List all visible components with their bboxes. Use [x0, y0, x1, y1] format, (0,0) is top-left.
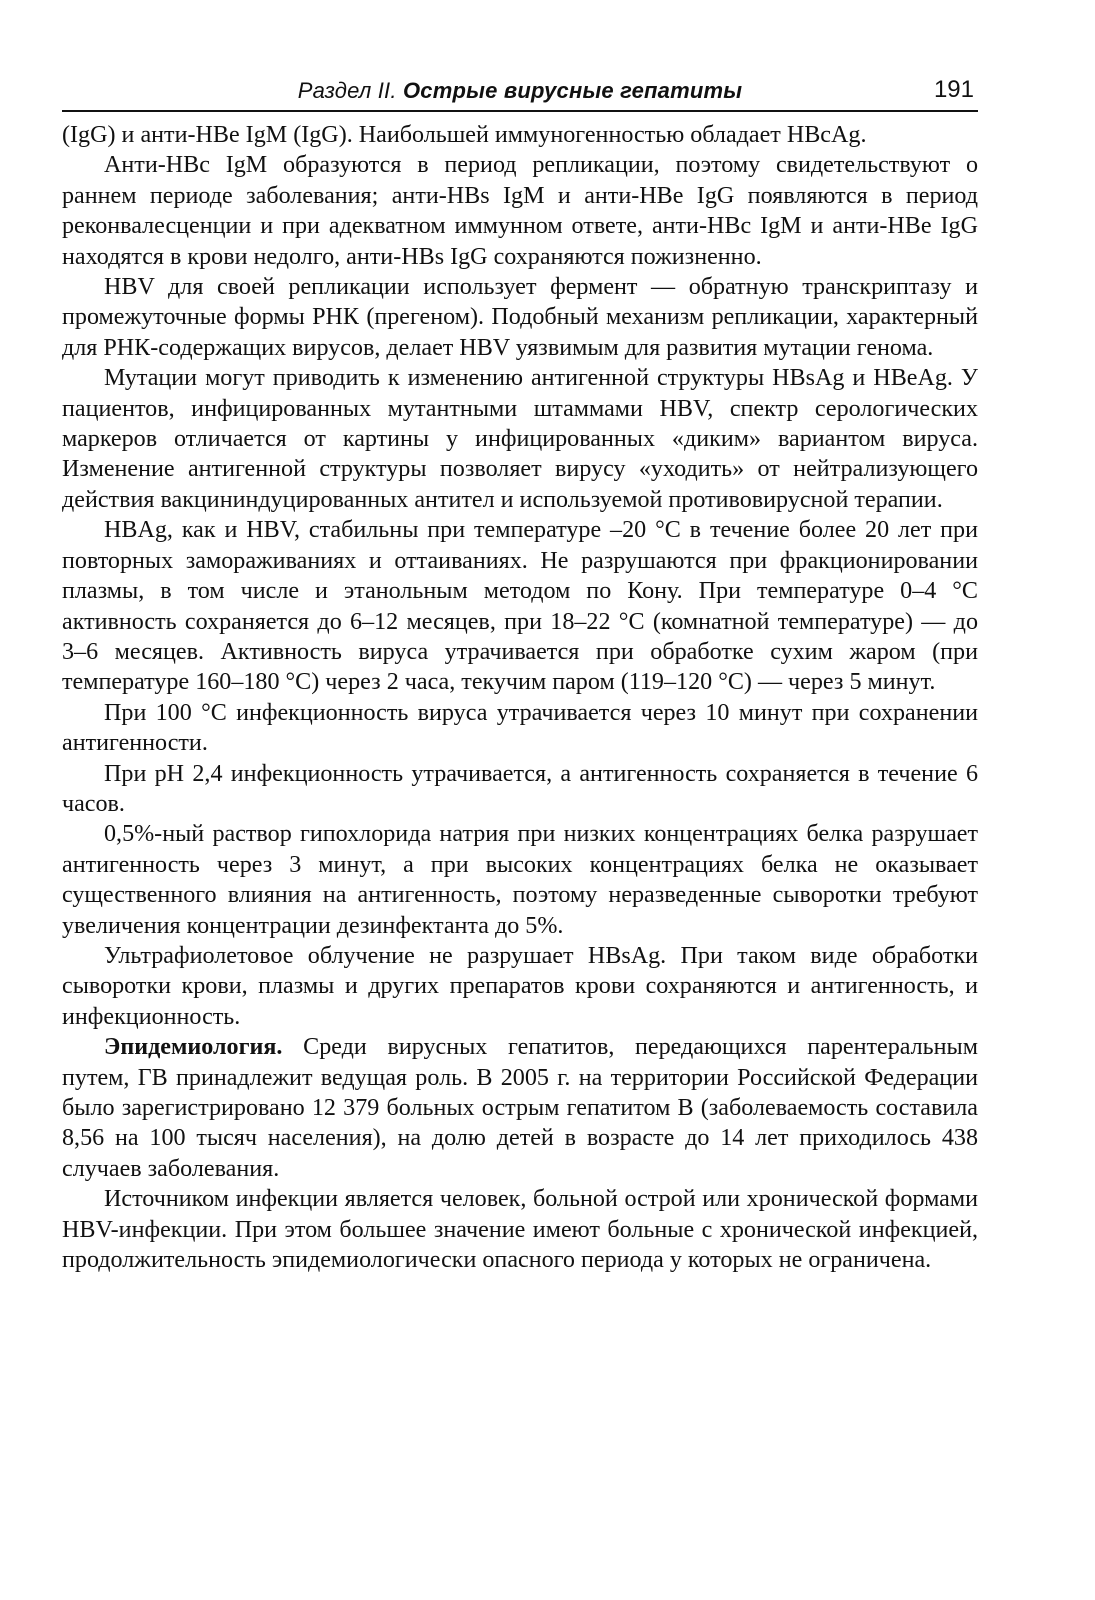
- paragraph: Мутации могут приводить к изменению антигенной структуры HBsAg и HBeAg. У пациентов, инфицированных мутантными штаммами HBV, спектр серологических маркеров отличается от картины у инфицированных «диким» вариантом вируса. Изменение антигенной структуры позволяет вирусу «уходить» от нейтрализующего действия вакцининдуцированных антител и используемой противовирусной терапии.: [62, 365, 978, 513]
- running-header: [62, 74, 978, 112]
- paragraph: Источником инфекции является человек, больной острой или хронической формами HBV-инфекции. При этом большее значение имеют больные с хронической инфекцией, продолжительность эпидемиологически опасного периода у которых не ограничена.: [62, 1186, 978, 1274]
- paragraph: HBAg, как и HBV, стабильны при температуре –20 °С в течение более 20 лет при повторных замораживаниях и оттаиваниях. Не разрушаются при фракционировании плазмы, в том числе и этанольным методом по Кону. При температуре 0–4 °С активность сохраняется до 6–12 месяцев, при 18–22 °С (комнатной температуре) — до 3–6 месяцев. Активность вируса утрачивается при обработке сухим жаром (при температуре 160–180 °С) через 2 часа, текучим паром (119–120 °С) — через 5 минут.: [62, 517, 978, 696]
- paragraph: 0,5%-ный раствор гипохлорида натрия при низких концентрациях белка разрушает антигенность через 3 минут, а при высоких концентрациях белка не оказывает существенного влияния на антигенность, поэтому неразведенные сыворотки требуют увеличения концентрации дезинфектанта до 5%.: [62, 821, 978, 939]
- epidemiology-paragraph: [62, 1032, 978, 1184]
- book-page: [62, 74, 978, 1275]
- paragraph: Анти-HBc IgM образуются в период репликации, поэтому свидетельствуют о раннем периоде заболевания; анти-HBs IgM и анти-HBe IgG появляются в период реконвалесценции и при адекватном иммунном ответе, анти-HBc IgM и анти-HBe IgG находятся в крови недолго, анти-HBs IgG сохраняются пожизненно.: [62, 152, 978, 270]
- paragraph: Ультрафиолетовое облучение не разрушает HBsAg. При таком виде обработки сыворотки крови, плазмы и других препаратов крови сохраняются и антигенность, и инфекционность.: [62, 942, 978, 1030]
- page-number: 191: [933, 76, 974, 103]
- section-topic: Острые вирусные гепатиты: [403, 78, 743, 103]
- paragraph: При 100 °С инфекционность вируса утрачивается через 10 минут при сохранении антигенности.: [62, 699, 978, 757]
- paragraph: HBV для своей репликации использует фермент — обратную транскриптазу и промежуточные формы РНК (прегеном). Подобный механизм репликации, характерный для РНК-содержащих вирусов, делает HBV уязвимым для развития мутации генома.: [62, 274, 978, 361]
- page-body: [62, 120, 978, 1275]
- paragraph: При pH 2,4 инфекционность утрачивается, а антигенность сохраняется в течение 6 часов.: [62, 760, 978, 817]
- epidemiology-text: Среди вирусных гепатитов, передающихся парентеральным путем, ГВ принадлежит ведущая роль. В 2005 г. на территории Российской Федерации было зарегистрировано 12 379 больных острым гепатитом В (заболеваемость составила 8,56 на 100 тысяч населения), на долю детей в возрасте до 14 лет приходилось 438 случаев заболевания.: [62, 1034, 978, 1182]
- section-label: Раздел II.: [297, 78, 397, 103]
- paragraph: (IgG) и анти-HBe IgM (IgG). Наибольшей иммуногенностью обладает HBcAg.: [62, 122, 867, 148]
- running-title: [62, 78, 978, 104]
- epidemiology-heading: Эпидемиология.: [104, 1034, 283, 1061]
